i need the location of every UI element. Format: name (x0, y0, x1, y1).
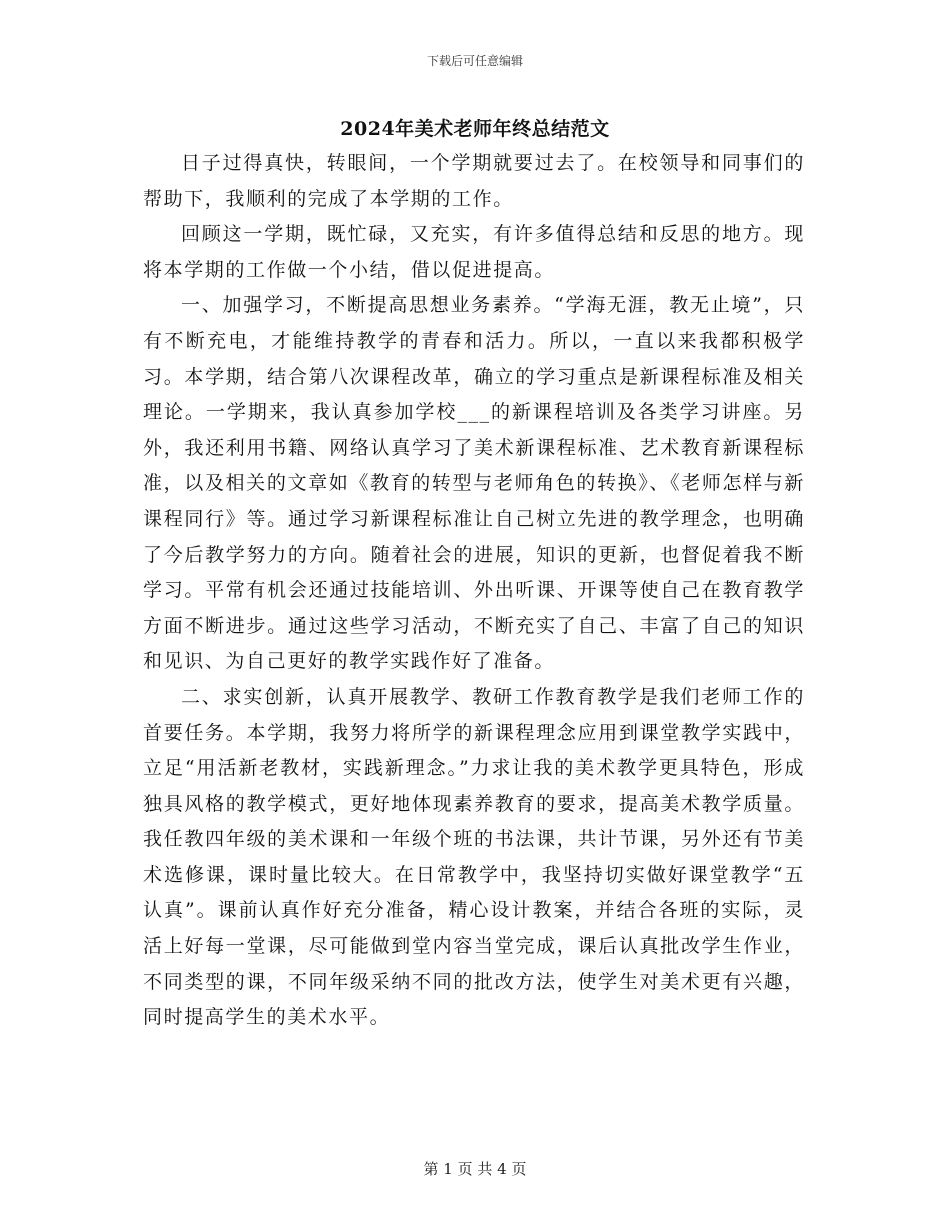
document-title: 2024年美术老师年终总结范文 (340, 118, 610, 140)
paragraph-section-one: 一、加强学习，不断提高思想业务素养。“学海无涯，教无止境”，只有不断充电，才能维持教学的青春和活力。所以，一直以来我都积极学习。本学期，结合第八次课程改革，确立的学习重点是新课程标准及相关理论。一学期来，我认真参加学校___的新课程培训及各类学习讲座。另外，我还利用书籍、网络认真学习了美术新课程标准、艺术教育新课程标准，以及相关的文章如《教育的转型与老师角色的转换》、《老师怎样与新课程同行》等。通过学习新课程标准让自己树立先进的教学理念，也明确了今后教学努力的方向。随着社会的进展，知识的更新，也督促着我不断学习。平常有机会还通过技能培训、外出听课、开课等使自己在教育教学方面不断进步。通过这些学习活动，不断充实了自己、丰富了自己的知识和见识、为自己更好的教学实践作好了准备。 (143, 294, 805, 673)
page-footer: 第 1 页 共 4 页 (423, 1160, 527, 1178)
paragraph-section-two: 二、求实创新，认真开展教学、教研工作教育教学是我们老师工作的首要任务。本学期，我努力将所学的新课程理念应用到课堂教学实践中，立足“用活新老教材，实践新理念。”力求让我的美术教学更具特色，形成独具风格的教学模式，更好地体现素养教育的要求，提高美术教学质量。我任教四年级的美术课和一年级个班的书法课，共计节课，另外还有节美术选修课，课时量比较大。在日常教学中，我坚持切实做好课堂教学“五认真”。课前认真作好充分准备，精心设计教案，并结合各班的实际，灵活上好每一堂课，尽可能做到堂内容当堂完成，课后认真批改学生作业，不同类型的课，不同年级采纳不同的批改方法，使学生对美术更有兴趣，同时提高学生的美术水平。 (143, 685, 805, 1029)
header-note: 下载后可任意编辑 (426, 54, 523, 68)
paragraph-review: 回顾这一学期，既忙碌，又充实，有许多值得总结和反思的地方。现将本学期的工作做一个小结，借以促进提高。 (143, 223, 805, 281)
document-body (143, 146, 805, 1036)
paragraph-intro: 日子过得真快，转眼间，一个学期就要过去了。在校领导和同事们的帮助下，我顺利的完成了本学期的工作。 (143, 152, 805, 210)
